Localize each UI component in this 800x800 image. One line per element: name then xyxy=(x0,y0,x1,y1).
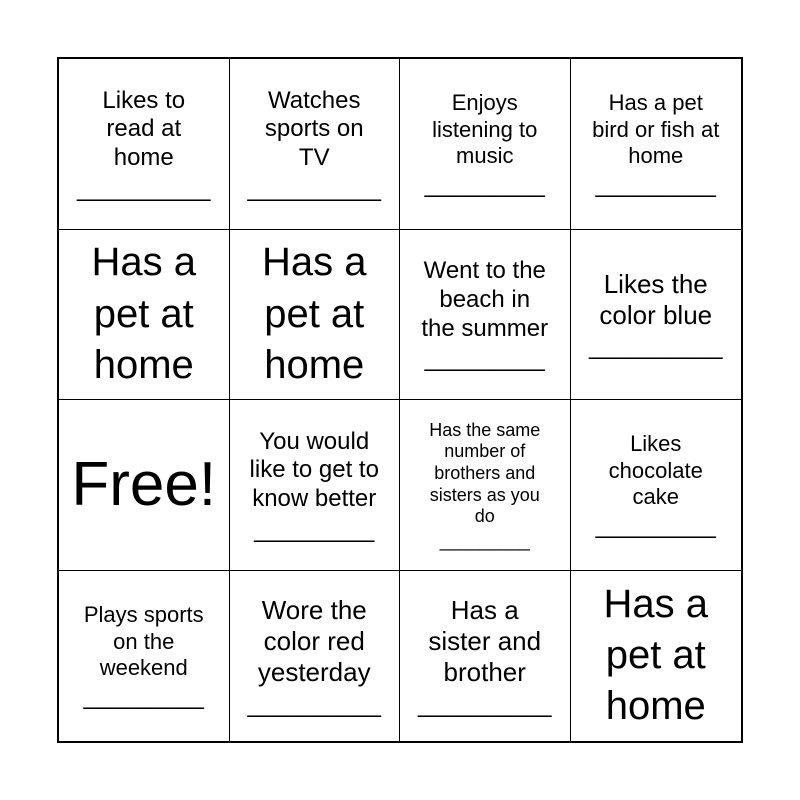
signature-line: __________ xyxy=(418,690,552,718)
bingo-cell[interactable] xyxy=(230,400,401,571)
cell-text: You would like to get to know better xyxy=(249,427,379,513)
signature-line: __________ xyxy=(589,333,723,361)
bingo-cell[interactable] xyxy=(59,571,230,742)
signature-line: _________ xyxy=(595,512,716,540)
signature-line: __________ xyxy=(77,174,211,202)
cell-text: Wore the color red yesterday xyxy=(257,594,371,688)
bingo-cell[interactable] xyxy=(400,571,571,742)
signature-line: _________ xyxy=(439,530,530,551)
cell-text: Has a pet at home xyxy=(91,240,196,387)
bingo-cell[interactable] xyxy=(571,571,742,742)
cell-text: Likes chocolate cake xyxy=(608,431,703,509)
bingo-cell[interactable] xyxy=(400,59,571,230)
bingo-cell[interactable] xyxy=(59,230,230,401)
cell-text: Plays sports on the weekend xyxy=(83,602,204,680)
bingo-cell[interactable] xyxy=(230,59,401,230)
cell-text: Went to the beach in the summer xyxy=(421,257,549,342)
cell-text: Likes the color blue xyxy=(599,269,713,331)
bingo-cell[interactable] xyxy=(230,230,401,401)
bingo-cell[interactable] xyxy=(230,571,401,742)
signature-line: _________ xyxy=(83,683,204,711)
bingo-cell[interactable] xyxy=(400,400,571,571)
cell-text: Enjoys listening to music xyxy=(432,90,538,168)
free-space-label: Free! xyxy=(71,449,217,519)
bingo-cell-free[interactable] xyxy=(59,400,230,571)
cell-text: Has a pet at home xyxy=(603,581,708,729)
bingo-board xyxy=(57,57,743,743)
bingo-cell[interactable] xyxy=(400,230,571,401)
cell-text: Watches sports on TV xyxy=(264,86,364,172)
cell-text: Has the same number of brothers and sisters as you do xyxy=(429,419,541,527)
bingo-cell[interactable] xyxy=(571,59,742,230)
signature-line: __________ xyxy=(247,174,381,202)
signature-line: __________ xyxy=(247,690,381,718)
bingo-cell[interactable] xyxy=(571,230,742,401)
cell-text: Likes to read at home xyxy=(102,86,186,172)
signature-line: _________ xyxy=(424,171,545,199)
signature-line: _________ xyxy=(424,345,545,373)
signature-line: _________ xyxy=(254,515,375,543)
cell-text: Has a sister and brother xyxy=(428,594,542,688)
cell-text: Has a pet at home xyxy=(262,240,367,387)
bingo-cell[interactable] xyxy=(571,400,742,571)
signature-line: _________ xyxy=(595,171,716,199)
bingo-cell[interactable] xyxy=(59,59,230,230)
cell-text: Has a pet bird or fish at home xyxy=(592,90,720,168)
